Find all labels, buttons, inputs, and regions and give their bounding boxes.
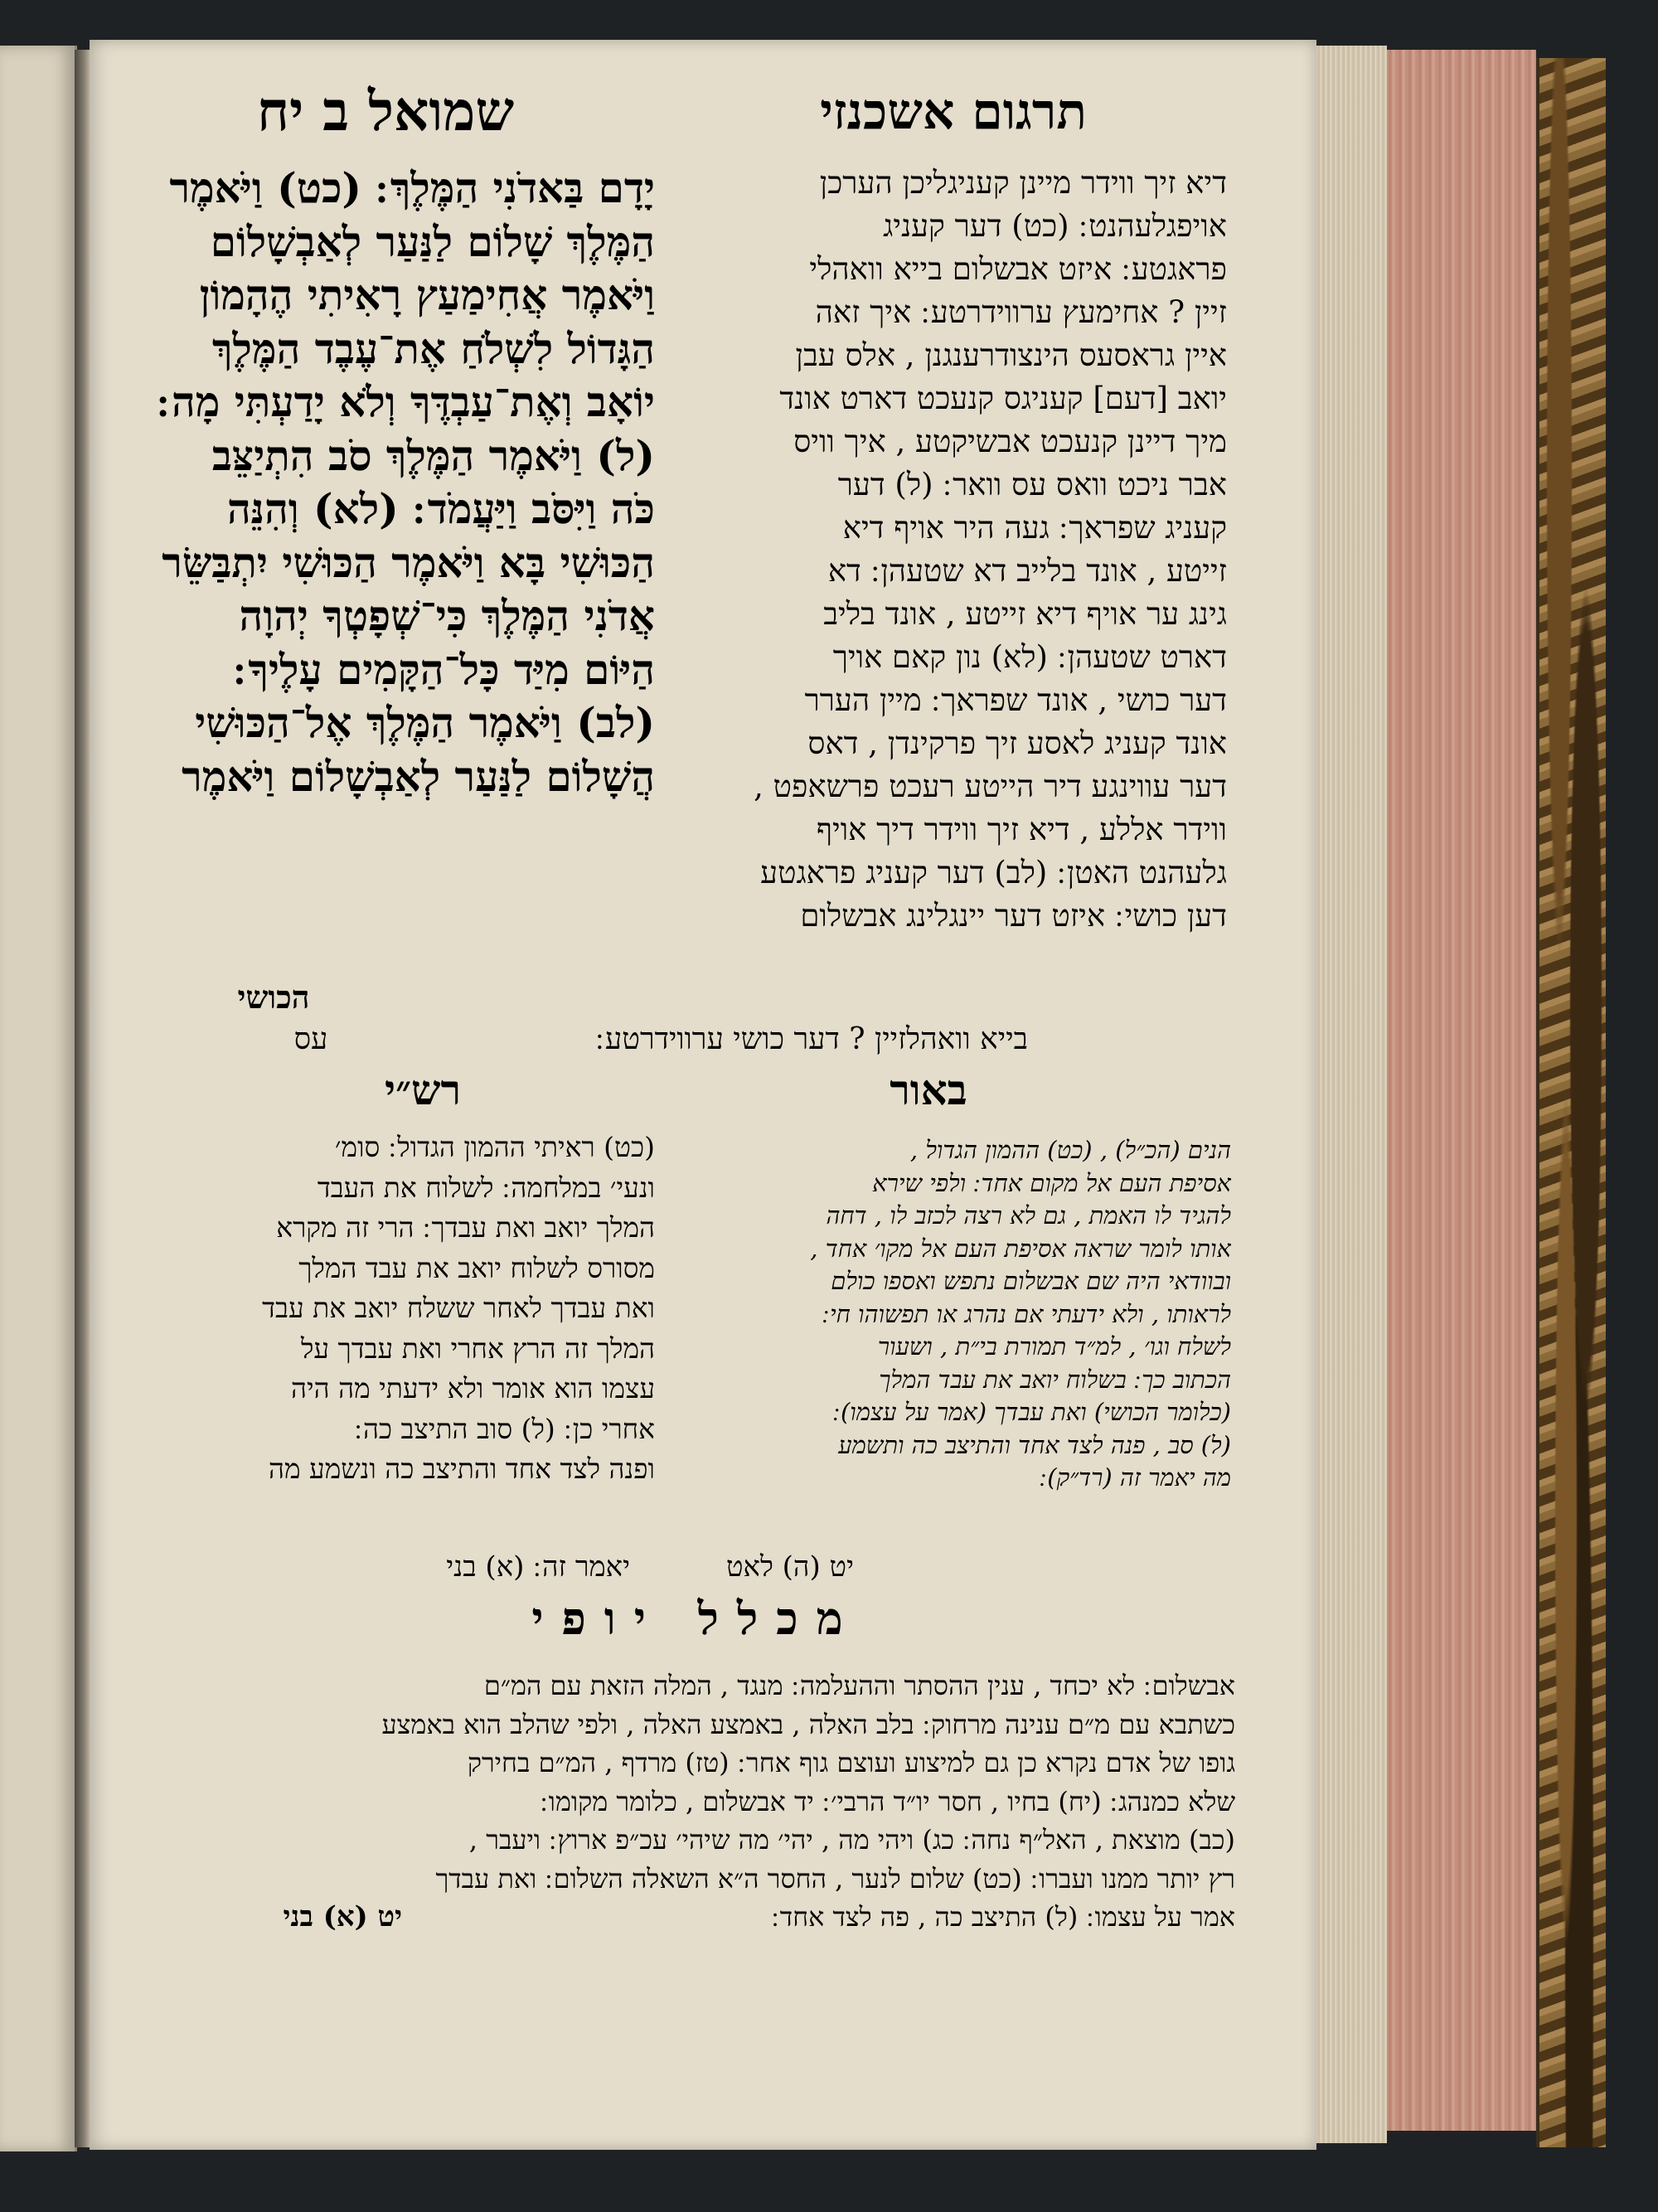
bible-line: הַמֶּלֶךְ שָׁלוֹם לַנַּעַר לְאַבְשָׁלוֹם (210, 216, 655, 266)
targum-catchword: עס (293, 1022, 328, 1056)
beur-line: מה יאמר זה (רד״ק) ׃ (1040, 1463, 1231, 1492)
bible-line: אֲדֹנִי הַמֶּלֶךְ כִּי־שְׁפָטְךָ יְהוָה (239, 591, 655, 640)
bible-line: (ל) וַיֹּאמֶר הַמֶּלֶךְ סֹב הִתְיַצֵּב (211, 430, 655, 480)
targum-line: דער כושי , אונד שפראך ׃ מיין הערר (804, 682, 1227, 718)
rashi-line: ונעי׳ במלחמה ׃ לשלוח את העבד (317, 1171, 655, 1204)
rashi-line: אחרי כן ׃ (ל) סוב התיצב כה ׃ (354, 1412, 655, 1445)
marbled-cover (1536, 58, 1606, 2147)
beur-line: הנים (הכ״ל) , (כט) ההמון הגדול , (909, 1136, 1231, 1164)
targum-line: דען כושי ׃ איזט דער יינגלינג אבשלום (800, 898, 1227, 934)
rashi-line: המלך זה הרץ אחרי ואת עבדך על (300, 1332, 655, 1365)
targum-line: דארט שטעהן ׃ (לא) נון קאם אויך (832, 639, 1227, 675)
rashi-heading: רש״י (384, 1065, 462, 1114)
targum-column (680, 162, 1227, 938)
mikhlol-catchword: יט (א) בני (283, 1900, 402, 1933)
targum-line: ווידר אללע , דיא זיך ווידר דיך אויף (816, 812, 1227, 847)
bible-line: הַגָּדוֹל לִשְׁלֹחַ אֶת־עֶבֶד הַמֶּלֶךְ (211, 323, 655, 373)
bible-line: וַיֹּאמֶר אֲחִימַעַץ רָאִיתִי הֶהָמוֹן (199, 270, 655, 319)
targum-line: גלעהנט האטן ׃ (לב) דער קעניג פראגטע (760, 855, 1227, 890)
bible-line: יוֹאָב וְאֶת־עַבְדֶּךָ וְלֹא יָדַעְתִּי מָה ׃ (157, 377, 655, 426)
mikhlol-line: גופו של אדם נקרא כן גם למיצוע ועוצם גוף אחר ׃ (טז) מרדף , המ״ם בחירק (467, 1747, 1235, 1778)
beur-line: (ל) סב , פנה לצד אחד והתיצב כה ותשמע (838, 1430, 1231, 1459)
mikhlol-line: אבשלום ׃ לא יכחד , ענין ההסתר וההעלמה ׃ מנגד , המלה הזאת עם המ״ם (483, 1670, 1235, 1701)
rashi-line: המלך יואב ואת עבדך ׃ הרי זה מקרא (276, 1211, 655, 1244)
mikhlol-yofi-heading: מכלל יופי (531, 1592, 861, 1645)
rashi-line: עצמו הוא אומר ולא ידעתי מה היה (291, 1372, 655, 1404)
red-stained-page-edges (1387, 50, 1536, 2131)
targum-line: דיא זיך ווידר מיינן קעניגליכן הערכן (819, 165, 1227, 201)
bible-line: הֲשָׁלוֹם לַנַּעַר לְאַבְשָׁלוֹם וַיֹּאמֶר (182, 751, 655, 801)
bible-line: (לב) וַיֹּאמֶר הַמֶּלֶךְ אֶל־הַכּוּשִׁי (195, 698, 655, 747)
beur-heading: באור (890, 1065, 967, 1114)
mikhlol-line: כשתבא עם מ״ם ענינה מרחוק ׃ בלב האלה , באמצע האלה , ולפי שהלב הוא באמצע (381, 1708, 1235, 1740)
page-block-edge (1316, 46, 1387, 2143)
rashi-line: ואת עבדך לאחר ששלח יואב את עבד (262, 1292, 655, 1324)
bible-catchword: הכושי (237, 978, 310, 1016)
beur-line: להגיד לו האמת , גם לא רצה לכזב לו , דחה (826, 1201, 1231, 1230)
targum-line: אבר ניכט וואס עס וואר ׃ (ל) דער (837, 467, 1227, 502)
rashi-line: מסורס לשלוח יואב את עבד המלך (298, 1251, 655, 1284)
book-gutter (75, 50, 91, 2147)
bible-line: הַיּוֹם מִיַּד כָּל־הַקָּמִים עָלֶיךָ ׃ (233, 644, 655, 694)
rashi-catchword: יאמר זה ׃ (א) בני (446, 1550, 630, 1584)
rashi-line: ופנה לצד אחד והתיצב כה ונשמע מה (268, 1453, 655, 1485)
targum-line: אונד קעניג לאסע זיך פרקינדן , דאס (807, 725, 1227, 761)
mikhlol-line: שלא כמנהג ׃ (יח) בחיו , חסר יו״ד הרבי׳ ׃ יד אבשלום , כלומר מקומו ׃ (540, 1785, 1235, 1817)
beur-line: ובוודאי היה שם אבשלום נתפש ואספו כולם (831, 1267, 1231, 1295)
mikhlol-line: רץ יותר ממנו ועברו ׃ (כט) שלום לנער , החסר ה״א השאלה השלום ׃ ואת עבדך (435, 1862, 1235, 1894)
targum-line: דער עווינגע דיר הייטע רעכט פרשאפט , (754, 769, 1227, 804)
bible-text-column (124, 162, 655, 803)
running-head-targum: תרגום אשכנזי (820, 83, 1087, 141)
mikhlol-line: אמר על עצמו ׃ (ל) התיצב כה , פה לצד אחד ׃ (771, 1901, 1235, 1933)
targum-line: זיין ? אחימעץ ערווידרטע ׃ איך זאה (815, 294, 1227, 330)
mikhlol-yofi-commentary (108, 1666, 1235, 1937)
beur-line: הכתוב כך ׃ בשלוח יואב את עבד המלך (879, 1365, 1231, 1394)
beur-line: לראותו , ולא ידעתי אם נהרג או תפשוהו חי ׃ (822, 1299, 1231, 1328)
beur-line: לשלח וגו׳ , למ״ד תמורת בי״ת , ושעור (877, 1332, 1231, 1361)
bible-line: יָדָם בַּאדֹנִי הַמֶּלֶךְ ׃ (כט) וַיֹּאמֶר (169, 163, 655, 212)
beur-catchword: יט (ה) לאט (726, 1550, 854, 1584)
bible-line: הַכּוּשִׁי בָּא וַיֹּאמֶר הַכּוּשִׁי יִתְבַּשֵּׂר (162, 537, 655, 587)
rashi-commentary-column (124, 1128, 655, 1490)
targum-line: אויפגלעהנט ׃ (כט) דער קעניג (883, 208, 1227, 244)
beur-line: (כלומר הכושי) ואת עבדך (אמר על עצמו) ׃ (832, 1398, 1231, 1426)
targum-line: מיך דיינן קנעכט אבשיקטע , איך וויס (793, 424, 1227, 459)
running-head-book-chapter: שמואל ב יח (256, 79, 515, 143)
targum-line: גינג ער אויף דיא זייטע , אונד בליב (823, 596, 1227, 632)
left-page-edge (0, 46, 77, 2151)
bible-line: כֹּה וַיִּסֹּב וַיַּעֲמֹד ׃ (לא) וְהִנֵּה (227, 484, 655, 533)
targum-line: פראגטע ׃ איזט אבשלום בייא וואהלי (809, 251, 1227, 287)
targum-line: קעניג שפראך ׃ געה היר אויף דיא (842, 510, 1227, 546)
targum-line: איין גראסעס הינצודרענגנן , אלס עבן (795, 337, 1227, 373)
beur-commentary-column (659, 1134, 1231, 1495)
mikhlol-line: (כב) מוצאת , האל״ף נחה ׃ כג) ויהי מה , יהי׳ מה שיהי׳ עכ״פ ארוץ ׃ ויעבר , (468, 1824, 1235, 1855)
targum-line: יואב [דעם] קעניגס קנעכט דארט אונד (779, 381, 1227, 416)
rashi-line: (כט) ראיתי ההמון הגדול ׃ סומ׳ (334, 1131, 655, 1163)
targum-continuation-line: בייא וואהלזיין ? דער כושי ערווידרטע ׃ (595, 1022, 1028, 1056)
targum-line: זייטע , אונד בלייב דא שטעהן ׃ דא (827, 553, 1227, 589)
beur-line: אותו לומר שראה אסיפת העם אל מקו׳ אחד , (810, 1234, 1231, 1263)
beur-line: אסיפת העם אל מקום אחד ׃ ולפי שירא (872, 1168, 1231, 1197)
